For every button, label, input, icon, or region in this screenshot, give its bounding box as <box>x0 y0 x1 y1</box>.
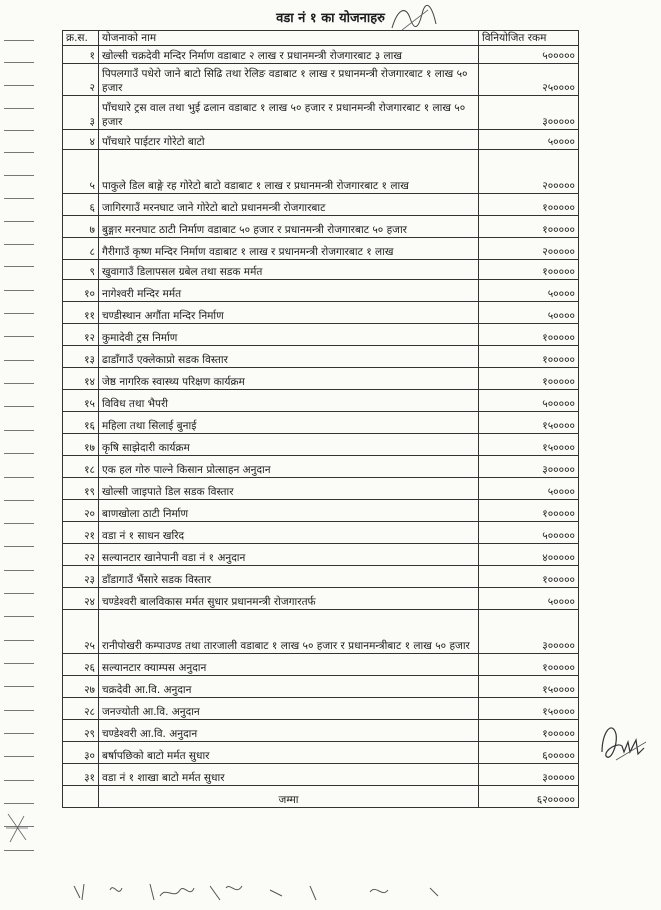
table-row <box>63 346 579 368</box>
row-name: रानीपोखरी कम्पाउण्ड तथा तारजाली वडाबाट १ लाख ५० हजार र प्रधानमन्त्रीबाट १ लाख ५० हजार <box>99 610 479 654</box>
total-row <box>63 786 579 808</box>
table-row <box>63 46 579 64</box>
row-name: कुमादेवी ट्रस निर्माण <box>99 324 479 346</box>
row-name: जेष्ठ नागरिक स्वास्थ्य परिक्षण कार्यक्रम <box>99 368 479 390</box>
row-sn: ९ <box>63 260 99 280</box>
row-name: वडा नं १ साधन खरिद <box>99 522 479 544</box>
row-amount: ३००००० <box>479 456 579 478</box>
row-name: सल्यानटार क्याम्पस अनुदान <box>99 654 479 676</box>
table-row <box>63 764 579 786</box>
table-row <box>63 742 579 764</box>
table-row <box>63 216 579 238</box>
table-row <box>63 390 579 412</box>
table-row <box>63 720 579 742</box>
row-name: ढाडाँगाउँ एक्लेकाप्रो सडक विस्तार <box>99 346 479 368</box>
row-name: चण्डेश्वरी आ.वि. अनुदान <box>99 720 479 742</box>
row-sn: २७ <box>63 676 99 698</box>
page-title: वडा नं १ का योजनाहरु <box>276 11 385 26</box>
total-amount: ६२००००० <box>479 786 579 808</box>
row-amount: ५००००० <box>479 390 579 412</box>
header-name: योजनाको नाम <box>99 31 479 46</box>
row-amount: ३००००० <box>479 610 579 654</box>
row-name: चण्डेश्वरी बालविकास मर्मत सुधार प्रधानमन्त्री रोजगारतर्फ <box>99 588 479 610</box>
row-sn: २५ <box>63 610 99 654</box>
row-name: खोल्सी जाइपाते डिल सडक विस्तार <box>99 478 479 500</box>
row-name: बाणखोला ठाटी निर्माण <box>99 500 479 522</box>
row-amount: १००००० <box>479 346 579 368</box>
table-row <box>63 260 579 280</box>
margin-scrawl <box>4 810 30 846</box>
row-amount: ५००००० <box>479 522 579 544</box>
row-name: जनज्योती आ.वि. अनुदान <box>99 698 479 720</box>
row-sn: १५ <box>63 390 99 412</box>
row-sn: १ <box>63 46 99 64</box>
table-row <box>63 238 579 260</box>
row-amount: ५०००० <box>479 302 579 324</box>
row-name: जागिरगाउँ मरनघाट जाने गोरेटो बाटो प्रधानमन्त्री रोजगारबाट <box>99 194 479 216</box>
row-name: डाँडागाउँ भैंसारे सडक विस्तार <box>99 566 479 588</box>
row-name: खुवागाउँ डिलापसल ग्रबेल तथा सडक मर्मत <box>99 260 479 280</box>
row-amount: ६००००० <box>479 742 579 764</box>
row-sn: २ <box>63 64 99 96</box>
row-name: महिला तथा सिलाई बुनाई <box>99 412 479 434</box>
row-amount: ५००००० <box>479 46 579 64</box>
row-name: गैरीगाउँ कृष्ण मन्दिर निर्माण वडाबाट १ लाख र प्रधानमन्त्री रोजगारबाट १ लाख <box>99 238 479 260</box>
row-amount: ३००००० <box>479 764 579 786</box>
row-amount: १००००० <box>479 566 579 588</box>
row-name: नागेश्वरी मन्दिर मर्मत <box>99 280 479 302</box>
row-name: पाँचधारे ट्रस वाल तथा भुई ढलान वडाबाट १ लाख ५० हजार र प्रधानमन्त्री रोजगारबाट १ लाख ५० हजार <box>99 96 479 130</box>
row-sn: १६ <box>63 412 99 434</box>
row-sn: ३ <box>63 96 99 130</box>
row-sn: १८ <box>63 456 99 478</box>
row-amount: २००००० <box>479 238 579 260</box>
row-sn: ३० <box>63 742 99 764</box>
plans-table <box>62 30 579 808</box>
row-amount: ५०००० <box>479 478 579 500</box>
row-amount: १००००० <box>479 324 579 346</box>
table-row <box>63 64 579 96</box>
row-sn: ४ <box>63 130 99 150</box>
row-sn: ६ <box>63 194 99 216</box>
row-name: चण्डीस्थान अगौंता मन्दिर निर्माण <box>99 302 479 324</box>
table-row <box>63 302 579 324</box>
table-row <box>63 324 579 346</box>
row-sn: १० <box>63 280 99 302</box>
table-row <box>63 456 579 478</box>
table-row <box>63 610 579 654</box>
header-amount: विनियोजित रकम <box>479 31 579 46</box>
table-row <box>63 150 579 194</box>
row-amount: ३००००० <box>479 96 579 130</box>
table-row <box>63 412 579 434</box>
row-sn: २१ <box>63 522 99 544</box>
total-label: जम्मा <box>99 786 479 808</box>
row-amount: ५०००० <box>479 280 579 302</box>
row-name: पाँचधारे पाईटार गोरेटो बाटो <box>99 130 479 150</box>
row-name: पाकुले डिल बाङ्गे रह गोरेटो बाटो वडाबाट १ लाख र प्रधानमन्त्री रोजगारबाट १ लाख <box>99 150 479 194</box>
row-sn: ५ <box>63 150 99 194</box>
row-amount: १००००० <box>479 500 579 522</box>
row-sn: २४ <box>63 588 99 610</box>
table-row <box>63 676 579 698</box>
table-row <box>63 368 579 390</box>
row-amount: ४००००० <box>479 544 579 566</box>
table-header-row <box>63 31 579 46</box>
row-amount: १००००० <box>479 194 579 216</box>
table-row <box>63 566 579 588</box>
table-row <box>63 478 579 500</box>
row-name: वडा नं १ शाखा बाटो मर्मत सुधार <box>99 764 479 786</box>
table-row <box>63 698 579 720</box>
row-amount: १००००० <box>479 260 579 280</box>
bottom-scribbles <box>70 880 490 904</box>
row-name: खोल्सी चक्रदेवी मन्दिर निर्माण वडाबाट २ लाख र प्रधानमन्त्री रोजगारबाट ३ लाख <box>99 46 479 64</box>
row-amount: १००००० <box>479 368 579 390</box>
row-sn: २० <box>63 500 99 522</box>
table-row <box>63 96 579 130</box>
row-sn: १२ <box>63 324 99 346</box>
row-sn: २९ <box>63 720 99 742</box>
table-row <box>63 434 579 456</box>
left-margin-marks <box>0 0 40 910</box>
row-name: सल्यानटार खानेपानी वडा नं १ अनुदान <box>99 544 479 566</box>
row-amount: १५०००० <box>479 412 579 434</box>
row-sn: १४ <box>63 368 99 390</box>
row-name: एक हल गोरु पाल्ने किसान प्रोत्साहन अनुदान <box>99 456 479 478</box>
row-amount: १५०००० <box>479 676 579 698</box>
row-name: पिपलगाउँ पधेरो जाने बाटो सिढि तथा रेलिङ वडाबाट १ लाख र प्रधानमन्त्री रोजगारबाट १ लाख ५० हजार <box>99 64 479 96</box>
row-sn: २२ <box>63 544 99 566</box>
row-amount: २५०००० <box>479 64 579 96</box>
table-row <box>63 280 579 302</box>
table-row <box>63 588 579 610</box>
row-sn: २६ <box>63 654 99 676</box>
signature-right <box>596 712 652 768</box>
table-row <box>63 500 579 522</box>
row-amount: २००००० <box>479 150 579 194</box>
row-sn: २३ <box>63 566 99 588</box>
row-sn: ११ <box>63 302 99 324</box>
header-sn: क्र.स. <box>63 31 99 46</box>
table-row <box>63 194 579 216</box>
table-row <box>63 544 579 566</box>
row-name: कृषि साझेदारी कार्यक्रम <box>99 434 479 456</box>
row-sn: ७ <box>63 216 99 238</box>
row-amount: ५०००० <box>479 130 579 150</box>
row-name: चक्रदेवी आ.वि. अनुदान <box>99 676 479 698</box>
table-row <box>63 654 579 676</box>
row-amount: १५०००० <box>479 434 579 456</box>
row-amount: १००००० <box>479 720 579 742</box>
total-blank <box>63 786 99 808</box>
table-row <box>63 522 579 544</box>
row-name: बुङ्गार मरनघाट ठाटी निर्माण वडाबाट ५० हजार र प्रधानमन्त्री रोजगारबाट ५० हजार <box>99 216 479 238</box>
row-sn: ८ <box>63 238 99 260</box>
table-row <box>63 130 579 150</box>
row-amount: १००००० <box>479 654 579 676</box>
row-sn: १७ <box>63 434 99 456</box>
row-sn: ३१ <box>63 764 99 786</box>
row-sn: १९ <box>63 478 99 500</box>
row-amount: १००००० <box>479 216 579 238</box>
row-amount: १५०००० <box>479 698 579 720</box>
row-amount: ५०००० <box>479 588 579 610</box>
row-name: बर्षापछिको बाटो मर्मत सुधार <box>99 742 479 764</box>
row-sn: १३ <box>63 346 99 368</box>
row-name: विविध तथा भैपरी <box>99 390 479 412</box>
row-sn: २८ <box>63 698 99 720</box>
